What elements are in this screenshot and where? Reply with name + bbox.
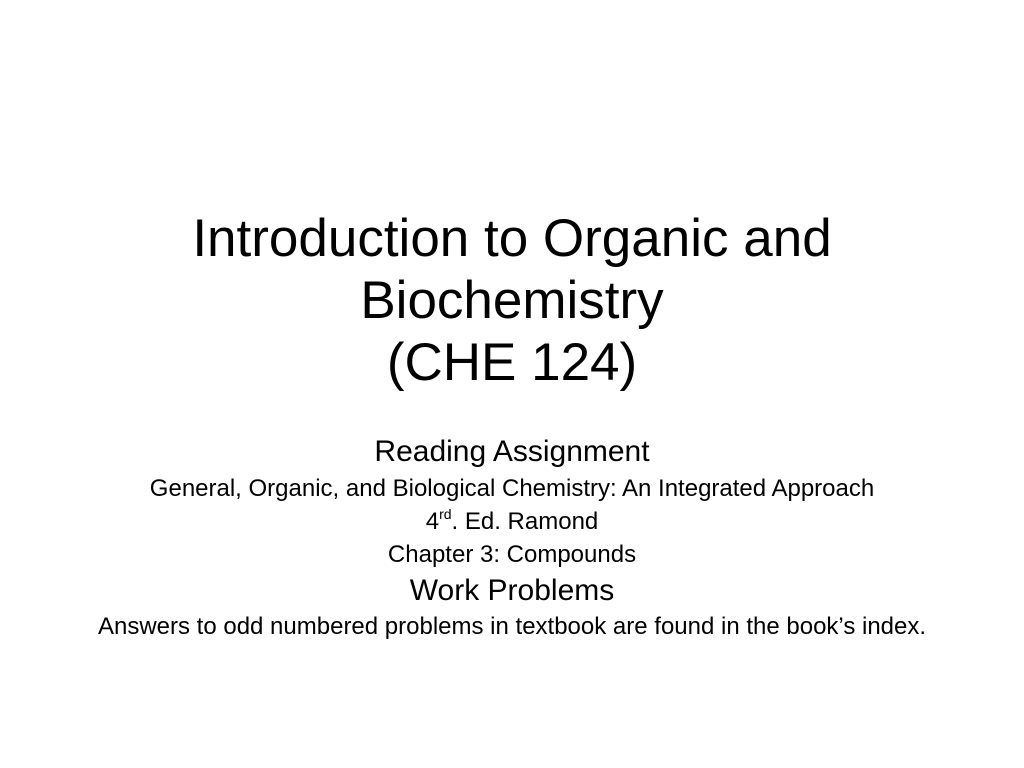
edition-ordinal: rd: [439, 506, 452, 522]
work-problems-heading: Work Problems: [409, 574, 615, 607]
chapter-line: Chapter 3: Compounds: [387, 541, 637, 568]
slide-subtitle: [40, 432, 984, 641]
reading-assignment-heading: Reading Assignment: [374, 435, 650, 468]
edition-rest: . Ed. Ramond: [451, 508, 599, 535]
answers-note: Answers to odd numbered problems in textbook are found in the book’s index.: [97, 613, 927, 640]
title-line-1: Introduction to Organic and: [192, 209, 832, 268]
book-title: General, Organic, and Biological Chemistry: An Integrated Approach: [149, 475, 875, 502]
slide-title: [60, 208, 964, 394]
book-edition: [40, 505, 984, 538]
title-line-2: Biochemistry: [360, 271, 664, 330]
title-line-3: (CHE 124): [386, 333, 638, 392]
edition-number: 4: [425, 508, 440, 535]
